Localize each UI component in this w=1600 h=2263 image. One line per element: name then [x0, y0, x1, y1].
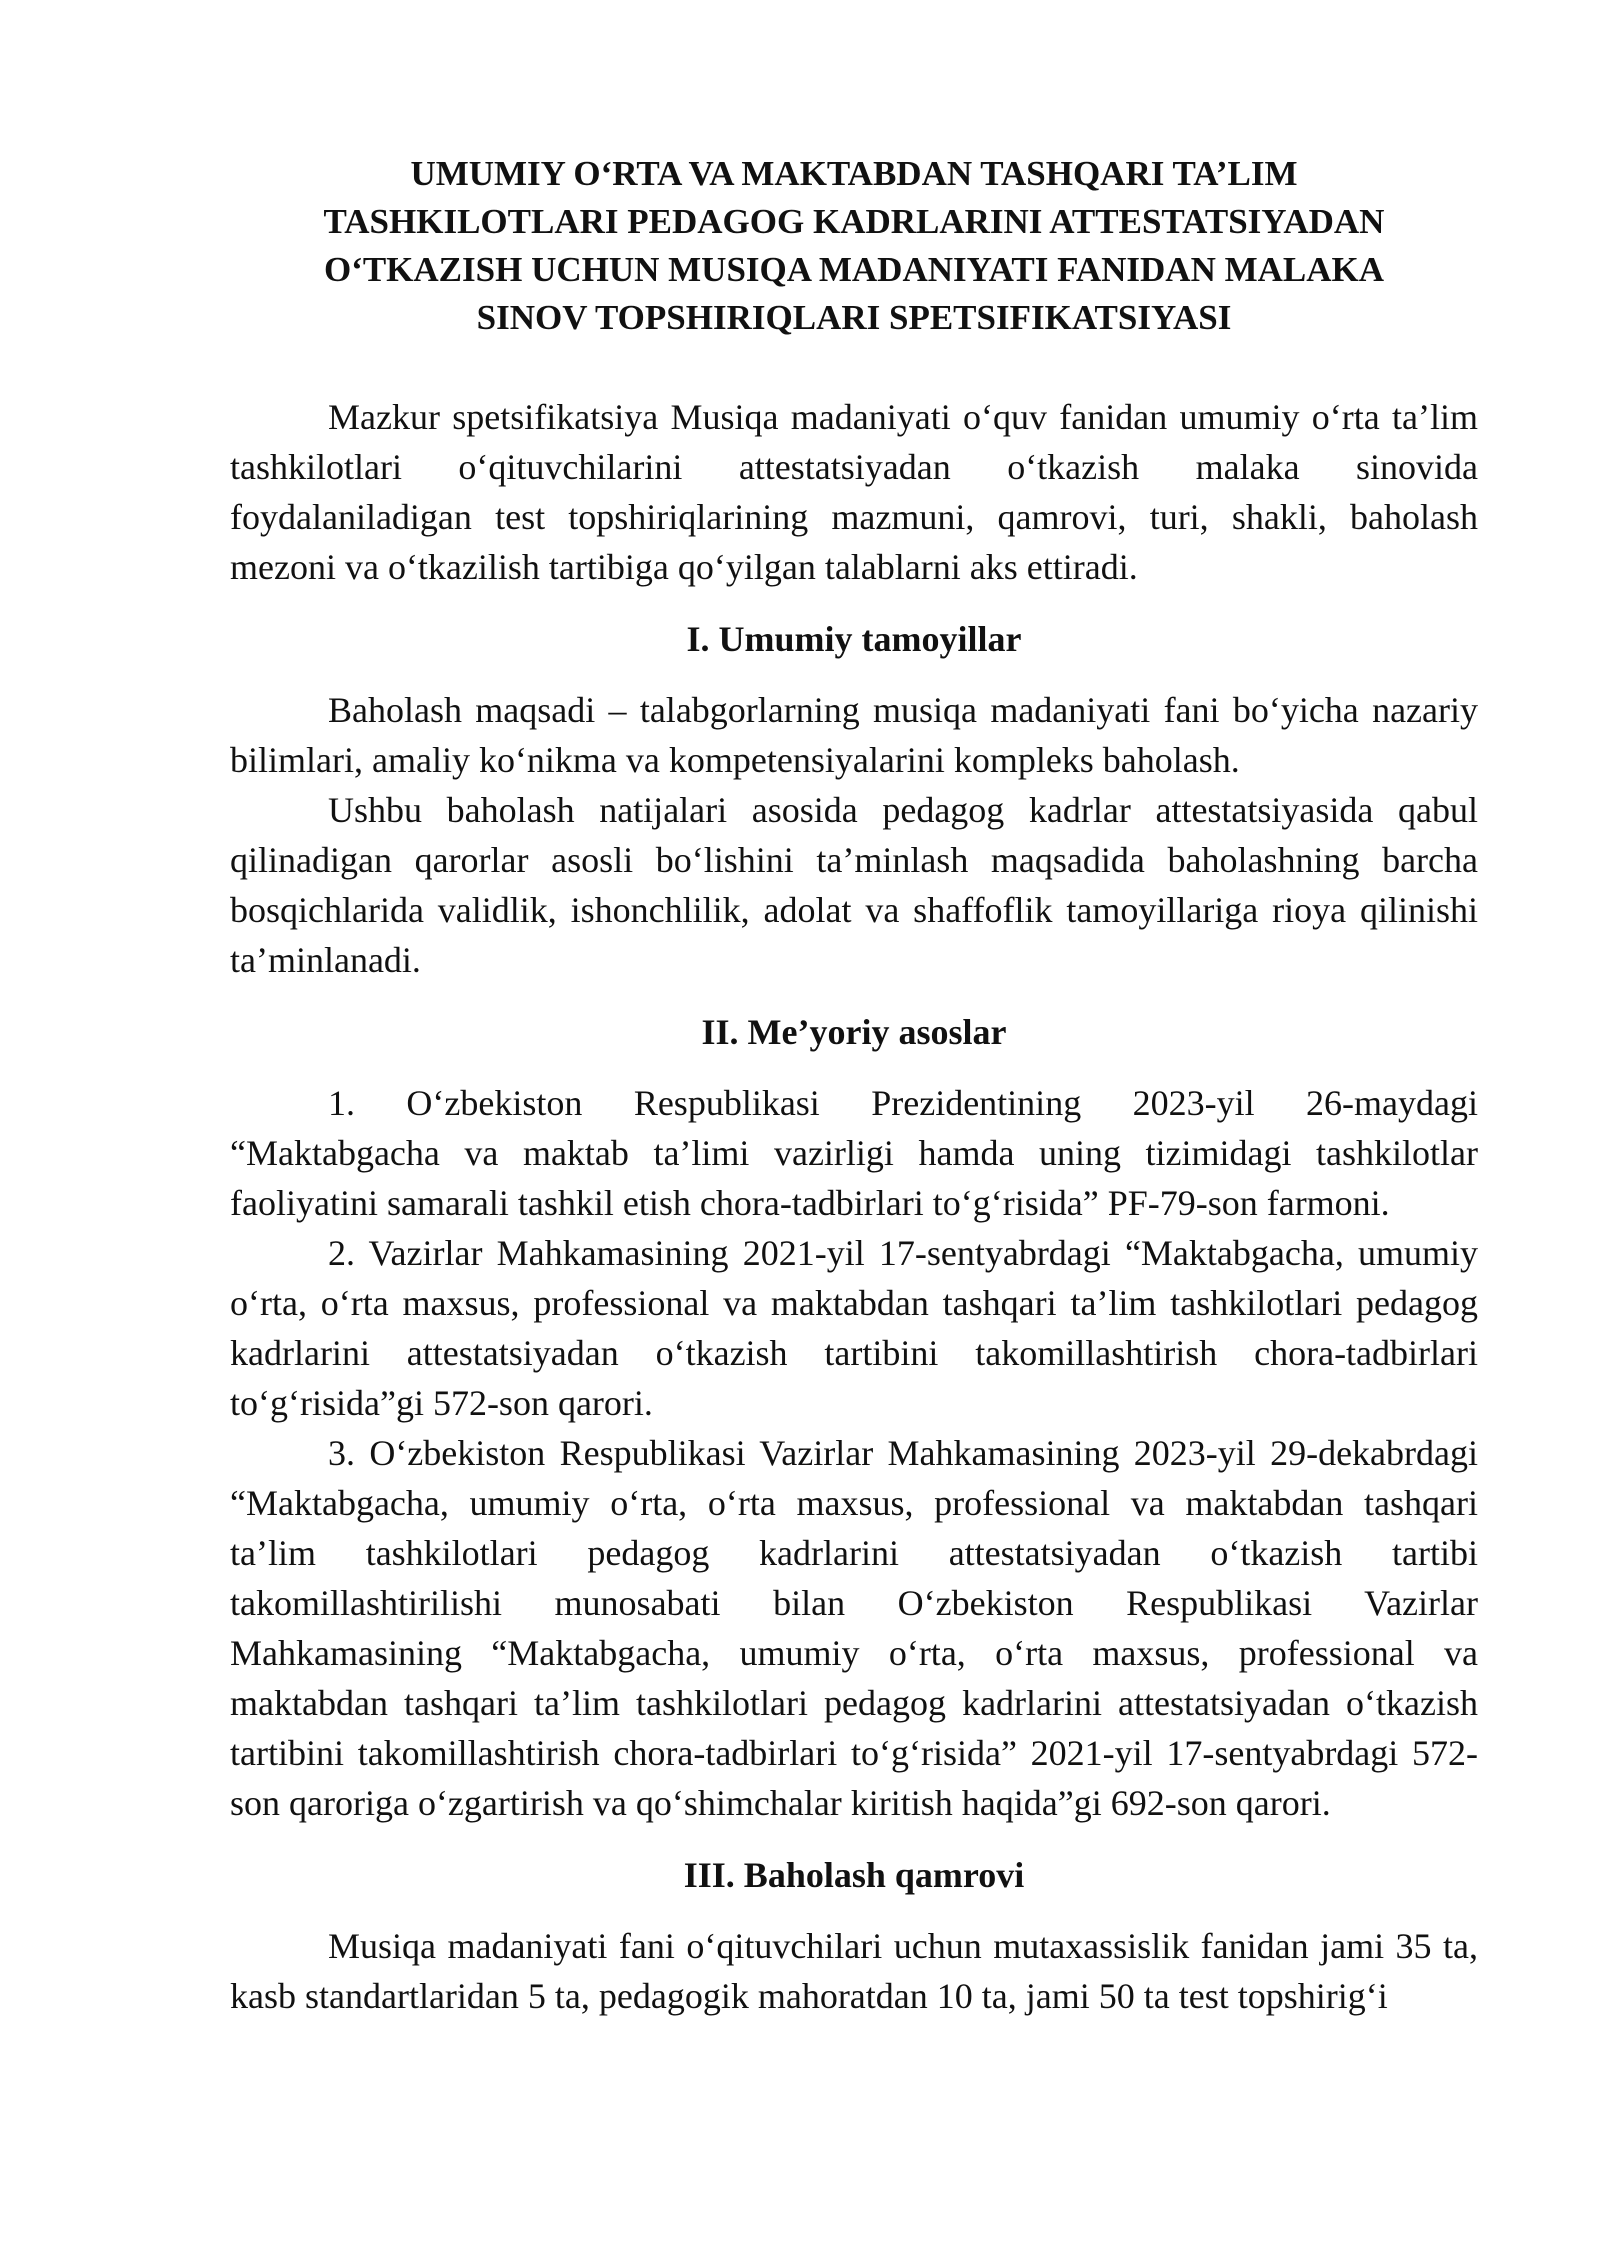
body-paragraph: Musiqa madaniyati fani o‘qituvchilari uchun mutaxassislik fanidan jami 35 ta, kasb standartlaridan 5 ta, pedagogik mahoratdan 10 ta, jami 50 ta test topshirig‘i [230, 1926, 1478, 2016]
title-line: UMUMIY O‘RTA VA MAKTABDAN TASHQARI TA’LIM [410, 154, 1298, 193]
list-item: 2. Vazirlar Mahkamasining 2021-yil 17-sentyabrdagi “Maktabgacha, umumiy o‘rta, o‘rta maxsus, professional va maktabdan tashqari ta’lim tashkilotlari pedagog kadrlarini attestatsiyadan o‘tkazish tartibini takomillashtirish chora-tadbirlari to‘g‘risida”gi 572-son qarori. [230, 1233, 1478, 1423]
section-heading-normative-basis: II. Me’yoriy asoslar [701, 1012, 1007, 1052]
list-item: 1. O‘zbekiston Respublikasi Prezidentining 2023-yil 26-maydagi “Maktabgacha va maktab ta’limi vazirligi hamda uning tizimidagi tashkilotlar faoliyatini samarali tashkil etish chora-tadbirlari to‘g‘risida” PF-79-son farmoni. [230, 1083, 1478, 1223]
intro-paragraph: Mazkur spetsifikatsiya Musiqa madaniyati o‘quv fanidan umumiy o‘rta ta’lim tashkilotlari o‘qituvchilarini attestatsiyadan o‘tkazish malaka sinovida foydalaniladigan test topshiriqlarining mazmuni, qamrovi, turi, shakli, baholash mezoni va o‘tkazilish tartibiga qo‘yilgan talablarni aks ettiradi. [230, 397, 1478, 587]
document-page [230, 150, 1478, 2021]
body-paragraph: Baholash maqsadi – talabgorlarning musiqa madaniyati fani bo‘yicha nazariy bilimlari, amaliy ko‘nikma va kompetensiyalarini kompleks baholash. [230, 690, 1478, 780]
body-paragraph: Ushbu baholash natijalari asosida pedagog kadrlar attestatsiyasida qabul qilinadigan qarorlar asosli bo‘lishini ta’minlash maqsadida baholashning barcha bosqichlarida validlik, ishonchlilik, adolat va shaffoflik tamoyillariga rioya qilinishi ta’minlanadi. [230, 790, 1478, 980]
title-line: TASHKILOTLARI PEDAGOG KADRLARINI ATTESTATSIYADAN [323, 202, 1385, 241]
title-line: SINOV TOPSHIRIQLARI SPETSIFIKATSIYASI [476, 298, 1232, 337]
section-heading-scope: III. Baholash qamrovi [683, 1855, 1025, 1895]
list-item: 3. O‘zbekiston Respublikasi Vazirlar Mahkamasining 2023-yil 29-dekabrdagi “Maktabgacha, umumiy o‘rta, o‘rta maxsus, professional va maktabdan tashqari ta’lim tashkilotlari pedagog kadrlarini attestatsiyadan o‘tkazish tartibi takomillashtirilishi munosabati bilan O‘zbekiston Respublikasi Vazirlar Mahkamasining “Maktabgacha, umumiy o‘rta, o‘rta maxsus, professional va maktabdan tashqari ta’lim tashkilotlari pedagog kadrlarini attestatsiyadan o‘tkazish tartibini takomillashtirish chora-tadbirlari to‘g‘risida” 2021-yil 17-sentyabrdagi 572-son qaroriga o‘zgartirish va qo‘shimchalar kiritish haqida”gi 692-son qarori. [230, 1433, 1478, 1823]
title-line: O‘TKAZISH UCHUN MUSIQA MADANIYATI FANIDAN MALAKA [323, 250, 1385, 289]
section-heading-principles: I. Umumiy tamoyillar [686, 619, 1022, 659]
document-title [230, 150, 1478, 342]
